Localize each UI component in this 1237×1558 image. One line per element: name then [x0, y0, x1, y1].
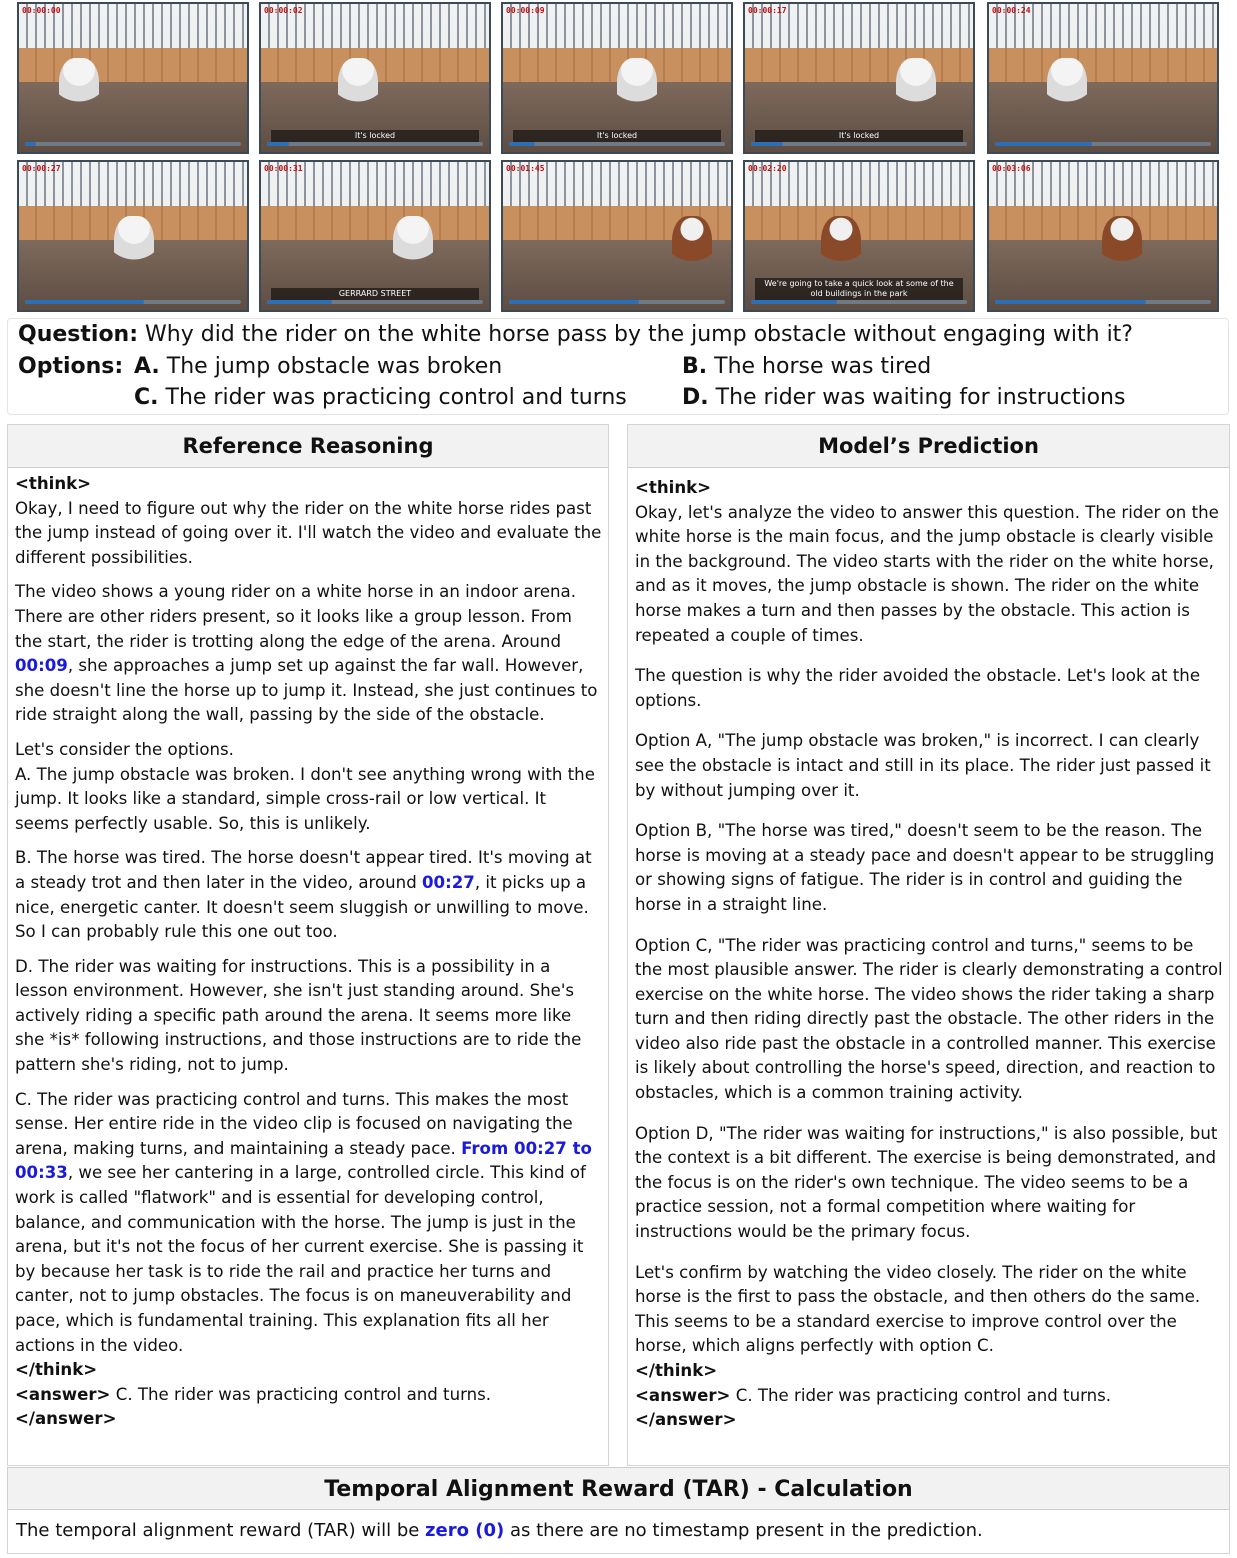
model-prediction-body	[635, 476, 1223, 1433]
video-frame	[259, 160, 491, 312]
video-progress-fill	[25, 142, 36, 146]
frame-caption: It's locked	[271, 130, 479, 142]
model-prediction-title: Model’s Prediction	[628, 425, 1229, 468]
video-progress-bar	[751, 142, 967, 146]
video-progress-fill	[751, 142, 783, 146]
answer-close-tag: </answer>	[15, 1409, 117, 1429]
frame-caption: We're going to take a quick look at some of the old buildings in the park	[755, 278, 963, 300]
tar-title: Temporal Alignment Reward (TAR) - Calculation	[7, 1467, 1230, 1510]
ref-paragraph-6	[15, 1088, 602, 1359]
ref-timestamp-0027: 00:27	[422, 872, 475, 892]
ref-timestamp-range: From 00:27 to 00:33	[15, 1138, 592, 1183]
question-text: Why did the rider on the white horse pass by the jump obstacle without engaging with it?	[145, 322, 1133, 347]
ref-p4-text-b: , it picks up a nice, energetic canter. It doesn't seem sluggish or unwilling to move. So I can probably rule this one out too.	[15, 872, 589, 942]
ref-paragraph-1: Okay, I need to figure out why the rider on the white horse rides past the jump instead of going over it. I'll watch the video and evaluate the different possibilities.	[15, 498, 602, 567]
arena-wall	[745, 48, 973, 82]
rider-figure	[114, 216, 154, 276]
pred-answer-open-tag: <answer>	[635, 1385, 731, 1405]
video-progress-fill	[751, 300, 837, 304]
pred-paragraph-6: Option D, "The rider was waiting for instructions," is also possible, but the context is a bit different. The exercise is being demonstrated, and the focus is on the rider's own technique. The video seems to be a practice session, not a formal competition where waiting for instructions would be the primary focus.	[635, 1123, 1218, 1242]
ref-p2-text-b: , she approaches a jump set up against the far wall. However, she doesn't line the horse up to jump it. Instead, she just continues to ride straight along the wall, passing by the side of the obstacle.	[15, 656, 598, 725]
ref-p6-text-b: , we see her cantering in a large, controlled circle. This kind of work is called "flatwork" and is essential for developing control, balance, and communication with the horse. The jump is just in the arena, but it's not the focus of her current exercise. She is passing it by because her task is to ride the rail and practice her turns and canter, not to jump obstacles. The focus is on maneuverability and pace, which is fundamental training. This explanation fits all her actions in the video.	[15, 1163, 586, 1355]
frame-timestamp: 00:00:31	[264, 164, 303, 173]
video-frames-grid	[17, 2, 1223, 316]
question-label: Question:	[18, 322, 139, 347]
pred-paragraph-2: The question is why the rider avoided the obstacle. Let's look at the options.	[635, 666, 1201, 710]
ref-paragraph-4	[15, 846, 602, 944]
video-progress-bar	[509, 300, 725, 304]
video-progress-fill	[267, 300, 332, 304]
video-frame	[987, 160, 1219, 312]
video-progress-bar	[995, 142, 1211, 146]
video-progress-fill	[995, 142, 1092, 146]
ref-paragraph-3b: A. The jump obstacle was broken. I don't see anything wrong with the jump. It looks like a standard, simple cross-rail or low vertical. It seems perfectly usable. So, this is unlikely.	[15, 764, 595, 833]
arena-wall	[989, 48, 1217, 82]
video-progress-bar	[995, 300, 1211, 304]
video-progress-bar	[509, 142, 725, 146]
option-b-letter: B.	[682, 354, 708, 379]
option-a-letter: A.	[134, 354, 160, 379]
tar-value: zero (0)	[425, 1520, 505, 1541]
rider-figure	[896, 58, 936, 118]
reference-reasoning-title: Reference Reasoning	[8, 425, 608, 468]
video-progress-fill	[509, 300, 639, 304]
video-progress-fill	[267, 142, 289, 146]
option-b-text: The horse was tired	[714, 354, 932, 379]
ref-p6-text-a: C. The rider was practicing control and turns. This makes the most sense. Her entire ride in the video clip is focused on navigating the arena, making turns, and maintaining a steady pace.	[15, 1089, 573, 1158]
frame-timestamp: 00:02:20	[748, 164, 787, 173]
video-progress-fill	[995, 300, 1146, 304]
frame-caption: It's locked	[513, 130, 721, 142]
frame-timestamp: 00:00:27	[22, 164, 61, 173]
rider-figure	[338, 58, 378, 118]
video-frame	[17, 2, 249, 154]
pred-paragraph-5: Option C, "The rider was practicing control and turns," seems to be the most plausible answer. The rider is clearly demonstrating a control exercise on the white horse. The video shows the rider taking a sharp turn and then riding directly past the obstacle. The other riders in the video also ride past the obstacle in a controlled manner. This exercise is likely about controlling the horse's speed, direction, and reaction to obstacles, which is a common training activity.	[635, 935, 1223, 1103]
frame-timestamp: 00:03:06	[992, 164, 1031, 173]
think-close-tag: </think>	[15, 1360, 98, 1380]
option-c	[134, 385, 627, 410]
model-prediction-panel	[627, 424, 1230, 1466]
video-progress-bar	[25, 300, 241, 304]
pred-answer-text: C. The rider was practicing control and turns.	[730, 1385, 1112, 1405]
frame-caption: It's locked	[755, 130, 963, 142]
frame-timestamp: 00:01:45	[506, 164, 545, 173]
pred-paragraph-7: Let's confirm by watching the video closely. The rider on the white horse is the first to pass the obstacle, and then others do the same. This seems to be a standard exercise to improve control over the horse, which aligns perfectly with option C.	[635, 1262, 1201, 1356]
pred-think-open-tag: <think>	[635, 478, 712, 497]
frame-timestamp: 00:00:00	[22, 6, 61, 15]
rider-figure	[821, 216, 861, 276]
video-frame	[743, 160, 975, 312]
frame-timestamp: 00:00:17	[748, 6, 787, 15]
pred-paragraph-1: Okay, let's analyze the video to answer this question. The rider on the white horse is the main focus, and the jump obstacle is clearly visible in the background. The video starts with the rider on the white horse, and as it moves, the jump obstacle is shown. The rider on the white horse makes a turn and then passes by the obstacle. This action is repeated a couple of times.	[635, 502, 1219, 645]
rider-figure	[617, 58, 657, 118]
ref-p2-text-a: The video shows a young rider on a white horse in an indoor arena. There are other riders present, so it looks like a group lesson. From the start, the rider is trotting along the edge of the arena. Around	[15, 582, 576, 651]
ref-paragraph-3a: Let's consider the options.	[15, 739, 234, 759]
option-c-text: The rider was practicing control and turns	[165, 385, 627, 410]
tar-text-b: as there are no timestamp present in the prediction.	[504, 1520, 983, 1541]
question-box	[7, 318, 1229, 415]
arena-wall	[261, 206, 489, 240]
pred-think-close-tag: </think>	[635, 1361, 718, 1380]
reference-reasoning-body	[15, 472, 602, 1432]
frame-timestamp: 00:00:24	[992, 6, 1031, 15]
video-progress-fill	[509, 142, 535, 146]
reference-reasoning-panel	[7, 424, 609, 1466]
frame-timestamp: 00:00:09	[506, 6, 545, 15]
rider-figure	[672, 216, 712, 276]
rider-figure	[59, 58, 99, 118]
option-a	[134, 354, 502, 379]
ref-answer-text: C. The rider was practicing control and turns.	[110, 1384, 492, 1404]
frame-timestamp: 00:00:02	[264, 6, 303, 15]
video-frame	[501, 160, 733, 312]
option-a-text: The jump obstacle was broken	[166, 354, 503, 379]
option-b	[682, 354, 931, 379]
options-label: Options:	[18, 354, 124, 379]
video-frame	[501, 2, 733, 154]
question-line	[18, 322, 1133, 347]
think-open-tag: <think>	[15, 474, 92, 493]
video-progress-fill	[25, 300, 144, 304]
rider-figure	[1047, 58, 1087, 118]
pred-paragraph-4: Option B, "The horse was tired," doesn't seem to be the reason. The horse is moving at a steady pace and doesn't appear to be struggling or showing signs of fatigue. The rider is in control and guiding the horse in a straight line.	[635, 821, 1215, 914]
video-frame	[259, 2, 491, 154]
video-frame	[17, 160, 249, 312]
arena-wall	[19, 48, 247, 82]
option-d	[682, 385, 1125, 410]
frame-caption: GERRARD STREET	[271, 288, 479, 300]
video-frame	[743, 2, 975, 154]
option-c-letter: C.	[134, 385, 159, 410]
ref-paragraph-2	[15, 580, 602, 728]
ref-p4-text-a: B. The horse was tired. The horse doesn't appear tired. It's moving at a steady trot and then later in the video, around	[15, 848, 592, 892]
ref-timestamp-0009: 00:09	[15, 656, 68, 676]
tar-explanation	[7, 1510, 1230, 1554]
rider-figure	[393, 216, 433, 276]
option-d-letter: D.	[682, 385, 709, 410]
rider-figure	[1102, 216, 1142, 276]
pred-answer-close-tag: </answer>	[635, 1410, 737, 1430]
video-progress-bar	[267, 300, 483, 304]
tar-text-a: The temporal alignment reward (TAR) will be	[16, 1520, 426, 1541]
video-progress-bar	[751, 300, 967, 304]
pred-paragraph-3: Option A, "The jump obstacle was broken," is incorrect. I can clearly see the obstacle is intact and still in its place. The rider just passed it by without jumping over it.	[635, 731, 1211, 800]
video-frame	[987, 2, 1219, 154]
video-progress-bar	[267, 142, 483, 146]
ref-paragraph-5: D. The rider was waiting for instructions. This is a possibility in a lesson environment. However, she isn't just standing around. She's actively riding a specific path around the arena. It seems more like she *is* following instructions, and those instructions are to ride the pattern she's riding, not to jump.	[15, 956, 582, 1075]
video-progress-bar	[25, 142, 241, 146]
option-d-text: The rider was waiting for instructions	[715, 385, 1126, 410]
answer-open-tag: <answer>	[15, 1384, 111, 1404]
